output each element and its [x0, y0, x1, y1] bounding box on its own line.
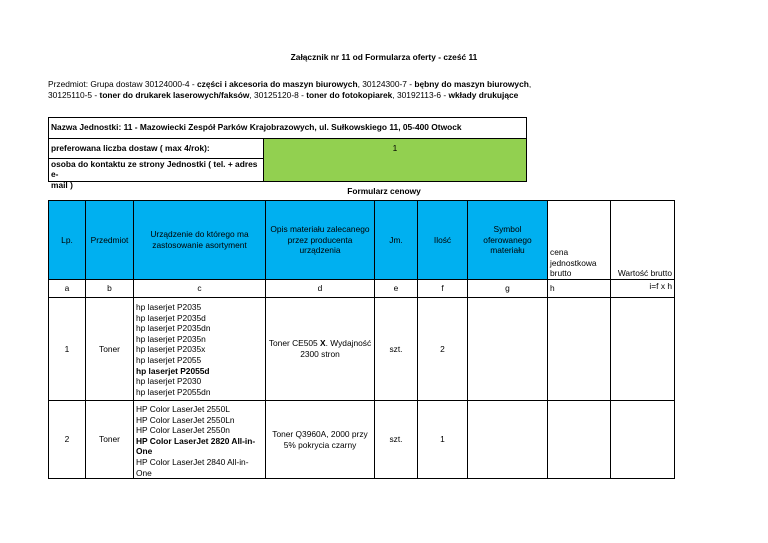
subject-bold: toner do fotokopiarek [306, 90, 393, 100]
subject-text: , 30125120-8 - [249, 90, 307, 100]
subject-text: , 30124300-7 - [357, 79, 415, 89]
contact-value-cell[interactable] [263, 158, 527, 182]
letters-row [49, 280, 675, 298]
subject-text: , 30192113-6 - [392, 90, 449, 100]
header-lp: Lp. [49, 201, 86, 280]
device-item: hp laserjet P2035d [136, 312, 206, 323]
row-wartosc [611, 298, 675, 401]
subject-text: , [528, 79, 532, 89]
contact-label-line: osoba do kontaktu ze strony Jednostki ( tel. + adres e- [51, 159, 258, 180]
device-item: hp laserjet P2035x [136, 344, 206, 355]
letter-g: g [468, 280, 548, 298]
device-item: HP Color LaserJet 2550Ln [136, 414, 235, 425]
price-table [48, 200, 675, 479]
table-row [49, 298, 675, 401]
header-przedmiot: Przedmiot [86, 201, 134, 280]
device-item: hp laserjet P2035 [136, 302, 202, 312]
device-item: HP Color LaserJet 2840 All-in-One [136, 456, 249, 478]
letter-h: h [548, 280, 611, 298]
deliveries-value: 1 [392, 143, 398, 153]
device-item: HP Color LaserJet 2820 All-in-One [136, 435, 256, 457]
subject-line-1 [48, 79, 531, 89]
row-symbol-input[interactable] [468, 401, 548, 479]
subject-bold: wkłady drukujące [448, 90, 519, 100]
header-wartosc: Wartość brutto [611, 201, 675, 280]
header-symbol: Symbol oferowanego materiału [468, 201, 548, 280]
letter-a: a [49, 280, 86, 298]
row-ilosc: 1 [418, 401, 468, 479]
subject-line-2 [48, 90, 518, 100]
row-opis [266, 298, 375, 401]
deliveries-label: preferowana liczba dostaw ( max 4/rok): [51, 143, 210, 153]
device-item: hp laserjet P2055 [136, 354, 202, 365]
opis-text: . Wydajność 2300 stron [300, 338, 372, 359]
opis-bold: X [320, 338, 326, 349]
row-lp: 1 [49, 298, 86, 401]
row-opis: Toner Q3960A, 2000 przy 5% pokrycia czarny [266, 401, 375, 479]
header-jm: Jm. [375, 201, 418, 280]
device-item: hp laserjet P2030 [136, 376, 202, 387]
header-urzadzenie: Urządzenie do którego ma zastosowanie asortyment [134, 201, 266, 280]
row-przedmiot: Toner [86, 401, 134, 479]
header-cena: cena jednostkowa brutto [548, 201, 611, 280]
deliveries-label-cell [48, 139, 264, 159]
row-devices [134, 298, 266, 401]
subject-text: 30125110-5 - [48, 90, 100, 100]
letter-f: f [418, 280, 468, 298]
row-jm: szt. [375, 401, 418, 479]
document-title: Załącznik nr 11 od Formularza oferty - cześć 11 [290, 52, 478, 62]
row-ilosc: 2 [418, 298, 468, 401]
row-cena-input[interactable] [548, 298, 611, 401]
form-title: Formularz cenowy [347, 186, 421, 196]
letter-i: i=f x h [611, 280, 675, 298]
row-devices [134, 401, 266, 479]
device-item: hp laserjet P2035n [136, 333, 206, 344]
device-item: hp laserjet P2035dn [136, 323, 211, 334]
unit-name-box [48, 117, 527, 139]
header-row [49, 201, 675, 280]
device-item: HP Color LaserJet 2550L [136, 404, 230, 414]
row-jm: szt. [375, 298, 418, 401]
opis-text: Toner CE505 [268, 338, 321, 349]
subject-bold: części i akcesoria do maszyn biurowych [196, 79, 358, 89]
device-item: HP Color LaserJet 2550n [136, 425, 230, 436]
subject-bold: bębny do maszyn biurowych [414, 79, 529, 89]
subject-bold: toner do drukarek laserowych/faksów [99, 90, 250, 100]
row-lp: 2 [49, 401, 86, 479]
letter-d: d [266, 280, 375, 298]
device-item: hp laserjet P2055d [136, 365, 210, 376]
header-ilosc: Ilość [418, 201, 468, 280]
letter-b: b [86, 280, 134, 298]
header-opis: Opis materiału zalecanego przez producenta urządzenia [266, 201, 375, 280]
letter-c: c [134, 280, 266, 298]
contact-label-cell [48, 158, 264, 190]
device-item: hp laserjet P2055dn [136, 386, 211, 397]
row-cena-input[interactable] [548, 401, 611, 479]
table-row [49, 401, 675, 479]
unit-name: Nazwa Jednostki: 11 - Mazowiecki Zespół Parków Krajobrazowych, ul. Sułkowskiego 11, 05-400 Otwock [51, 122, 462, 132]
subject-text: Przedmiot: Grupa dostaw 30124000-4 - [48, 79, 197, 89]
row-symbol-input[interactable] [468, 298, 548, 401]
contact-label-line: mail ) [51, 179, 73, 190]
letter-e: e [375, 280, 418, 298]
row-przedmiot: Toner [86, 298, 134, 401]
deliveries-value-cell[interactable] [263, 139, 527, 159]
row-wartosc [611, 401, 675, 479]
